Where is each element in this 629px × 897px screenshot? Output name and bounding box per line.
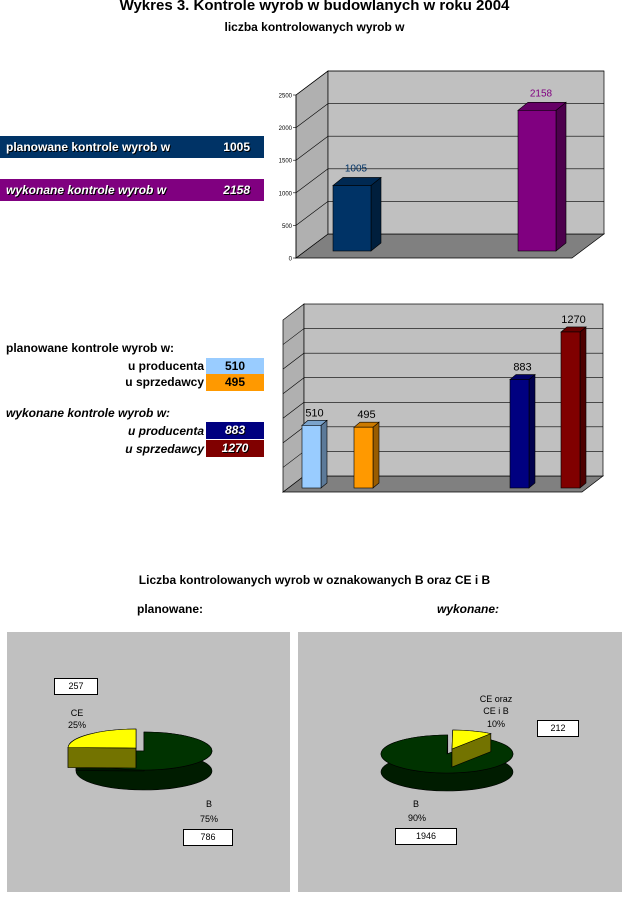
data-label: 510 bbox=[305, 407, 324, 420]
side-wall bbox=[296, 71, 328, 258]
pie-planned-panel bbox=[7, 632, 290, 892]
pie-planned-ce-percent: 25% bbox=[67, 720, 86, 730]
bar-1 bbox=[302, 420, 327, 488]
y-tick-label: 500 bbox=[281, 223, 292, 230]
legend-done-producer-value: 883 bbox=[206, 422, 264, 439]
bar-2 bbox=[354, 422, 379, 488]
bar-3 bbox=[510, 375, 535, 488]
legend-value: 2158 bbox=[223, 183, 250, 197]
y-tick-label: 0 bbox=[288, 256, 292, 263]
pie-slice-1 bbox=[381, 735, 513, 791]
legend-value: 1005 bbox=[223, 140, 250, 154]
pie-planned-b-label: B bbox=[205, 799, 212, 809]
pie-done-b-label: B bbox=[412, 799, 419, 809]
legend-planned-seller: u sprzedawcy bbox=[125, 375, 204, 389]
back-wall bbox=[304, 304, 603, 476]
y-tick-label: 1000 bbox=[278, 191, 292, 198]
floor bbox=[283, 476, 603, 492]
chart-1-total bbox=[270, 66, 615, 266]
pie-done-heading: wykonane: bbox=[437, 602, 500, 616]
pie-done-b-value: 1946 bbox=[395, 828, 457, 845]
pie-done-ce-label: CE oraz CE i B bbox=[479, 694, 513, 716]
pie-done-ce-percent: 10% bbox=[486, 719, 505, 729]
legend-planned-producer-value: 510 bbox=[206, 358, 264, 375]
bar-4 bbox=[561, 327, 586, 488]
pie-done-b-percent: 90% bbox=[407, 813, 426, 823]
pie-planned-b-percent: 75% bbox=[199, 814, 218, 824]
y-tick-label: 2000 bbox=[278, 126, 292, 133]
chart-2-frame bbox=[283, 304, 603, 492]
legend-done-seller-value: 1270 bbox=[206, 440, 264, 457]
chart-1-yticks bbox=[279, 94, 296, 263]
legend-planned-seller-value: 495 bbox=[206, 374, 264, 391]
pie-done-chart bbox=[298, 632, 622, 892]
legend-done-total bbox=[0, 179, 264, 201]
pie-planned-ce-label: CE bbox=[70, 708, 84, 718]
data-label: 1270 bbox=[561, 313, 586, 326]
data-label: 495 bbox=[357, 409, 376, 422]
legend-planned-total bbox=[0, 136, 264, 158]
data-label: 2158 bbox=[529, 88, 553, 100]
side-wall bbox=[283, 304, 304, 492]
bar-2 bbox=[518, 102, 566, 251]
pie-slice-2 bbox=[68, 729, 136, 768]
pie-planned-heading: planowane: bbox=[137, 602, 204, 616]
pie-planned-chart bbox=[7, 632, 290, 892]
legend-label: wykonane kontrole wyrob w bbox=[6, 183, 167, 197]
page-title: Wykres 3. Kontrole wyrob w budowlanych w roku 2004 bbox=[119, 0, 510, 14]
legend-done-seller: u sprzedawcy bbox=[125, 442, 204, 456]
pie-done-panel bbox=[298, 632, 622, 892]
legend-done-producer: u producenta bbox=[127, 424, 204, 438]
data-label: 1005 bbox=[344, 163, 368, 175]
legend-label: planowane kontrole wyrob w bbox=[6, 140, 171, 154]
legend-planned-heading: planowane kontrole wyrob w: bbox=[6, 341, 175, 355]
data-label: 883 bbox=[513, 361, 532, 374]
pie-planned-ce-value: 257 bbox=[54, 678, 98, 695]
pie-done-ce-value: 212 bbox=[537, 720, 579, 737]
pie-planned-b-value: 786 bbox=[183, 829, 233, 846]
chart-2-breakdown bbox=[278, 296, 618, 496]
legend-done-heading: wykonane kontrole wyrob w: bbox=[6, 406, 171, 420]
legend-planned-producer: u producenta bbox=[127, 359, 204, 373]
page-subtitle: liczba kontrolowanych wyrob w bbox=[224, 20, 405, 34]
pie-section-title: Liczba kontrolowanych wyrob w oznakowanych B oraz CE i B bbox=[138, 573, 491, 587]
y-tick-label: 1500 bbox=[278, 158, 292, 165]
y-tick-label: 2500 bbox=[278, 93, 292, 100]
bar-1 bbox=[333, 177, 381, 251]
